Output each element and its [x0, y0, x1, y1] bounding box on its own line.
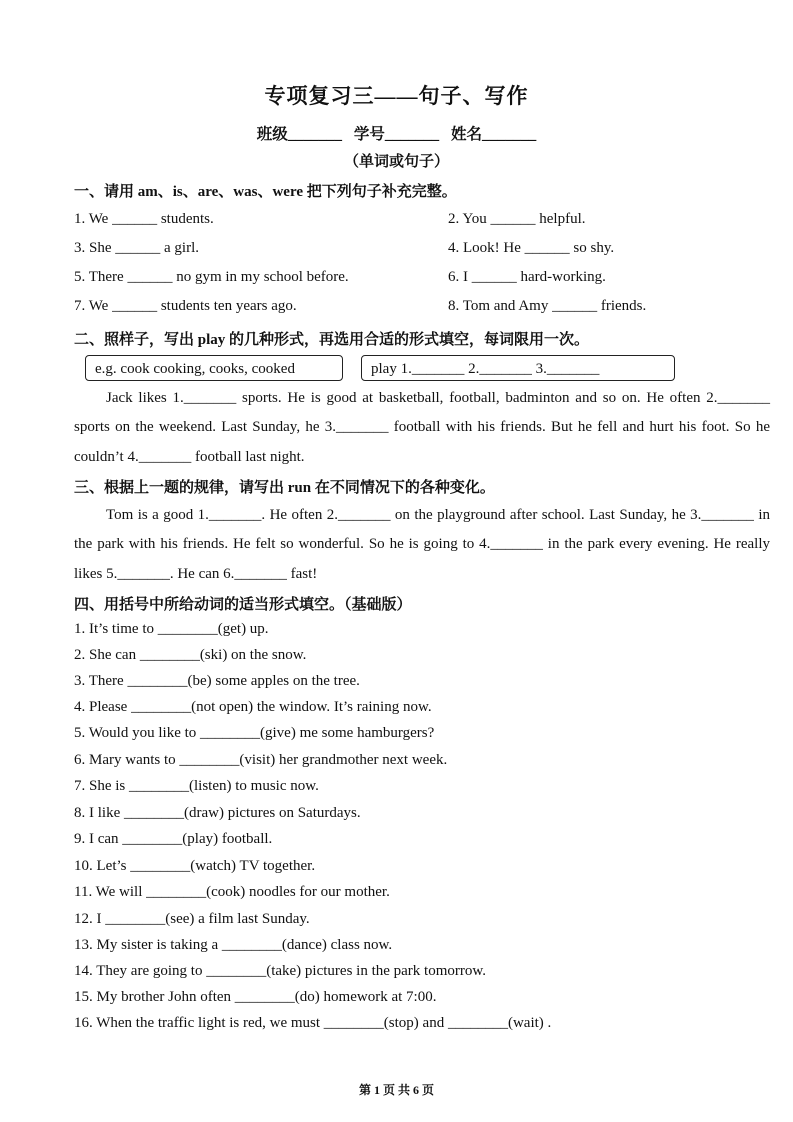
section-4-item: 3. There ________(be) some apples on the tree.	[74, 673, 360, 689]
section-4-item: 13. My sister is taking a ________(dance) class now.	[74, 937, 393, 953]
section-4-item: 6. Mary wants to ________(visit) her grandmother next week.	[74, 752, 448, 768]
section-4-item: 1. It’s time to ________(get) up.	[74, 621, 269, 637]
section-1-item: 1. We ______ students.	[74, 211, 214, 227]
section-4-item: 10. Let’s ________(watch) TV together.	[74, 858, 316, 874]
section-3-paragraph: Tom is a good 1._______. He often 2._______ on the playground after school. Last Sunday, he 3._______ in the park with his friends. He felt so wonderful. So he is going to 4._______ in the park every evening. He really likes 5._______. He can 6._______ fast!	[74, 507, 770, 582]
section-2-paragraph: Jack likes 1._______ sports. He is good at basketball, football, badminton and so on. He often 2._______ sports on the weekend. Last Sunday, he 3._______ football with his friends. But he fell and hurt his foot. So he couldn’t 4._______ football last night.	[74, 390, 770, 465]
section-4-item: 8. I like ________(draw) pictures on Saturdays.	[74, 805, 361, 821]
section-1-item: 8. Tom and Amy ______ friends.	[448, 298, 647, 314]
section-4-item: 15. My brother John often ________(do) homework at 7:00.	[74, 989, 437, 1005]
section-1-item: 5. There ______ no gym in my school before.	[74, 269, 349, 285]
section-4-item: 2. She can ________(ski) on the snow.	[74, 647, 307, 663]
section-4-item: 14. They are going to ________(take) pictures in the park tomorrow.	[74, 963, 486, 979]
section-4-item: 5. Would you like to ________(give) me some hamburgers?	[74, 725, 435, 741]
section-4-item: 9. I can ________(play) football.	[74, 831, 273, 847]
section-2-heading: 二、照样子，写出 play 的几种形式，再选用合适的形式填空，每词限用一次。	[74, 332, 590, 348]
section-1-item: 7. We ______ students ten years ago.	[74, 298, 297, 314]
section-1-item: 2. You ______ helpful.	[448, 211, 586, 227]
section-4-item: 12. I ________(see) a film last Sunday.	[74, 911, 310, 927]
section-4-item: 7. She is ________(listen) to music now.	[74, 778, 319, 794]
section-1-item: 3. She ______ a girl.	[74, 240, 199, 256]
section-1-heading: 一、请用 am、is、are、was、were 把下列句子补充完整。	[74, 184, 457, 200]
section-4-heading: 四、用括号中所给动词的适当形式填空。（基础版）	[74, 597, 412, 613]
page-footer: 第 1 页 共 6 页	[358, 1083, 434, 1097]
page-title: 专项复习三——句子、写作	[264, 84, 529, 108]
section-4-item: 4. Please ________(not open) the window. It’s raining now.	[74, 699, 432, 715]
example-box: e.g. cook cooking, cooks, cooked	[85, 355, 343, 381]
section-4-item: 16. When the traffic light is red, we must ________(stop) and ________(wait) .	[74, 1015, 552, 1031]
section-1-item: 4. Look! He ______ so shy.	[448, 240, 615, 256]
section-3-heading: 三、根据上一题的规律，请写出 run 在不同情况下的各种变化。	[74, 480, 495, 496]
student-id-field-label: 学号_______	[353, 126, 440, 143]
play-forms-box: play 1._______ 2._______ 3._______	[361, 355, 675, 381]
name-field-label: 姓名_______	[451, 126, 537, 143]
subtitle: （单词或句子）	[343, 154, 449, 170]
student-info-line	[0, 122, 793, 144]
section-4-item: 11. We will ________(cook) noodles for our mother.	[74, 884, 390, 900]
section-1-item: 6. I ______ hard-working.	[448, 269, 606, 285]
class-field-label: 班级_______	[256, 126, 342, 143]
